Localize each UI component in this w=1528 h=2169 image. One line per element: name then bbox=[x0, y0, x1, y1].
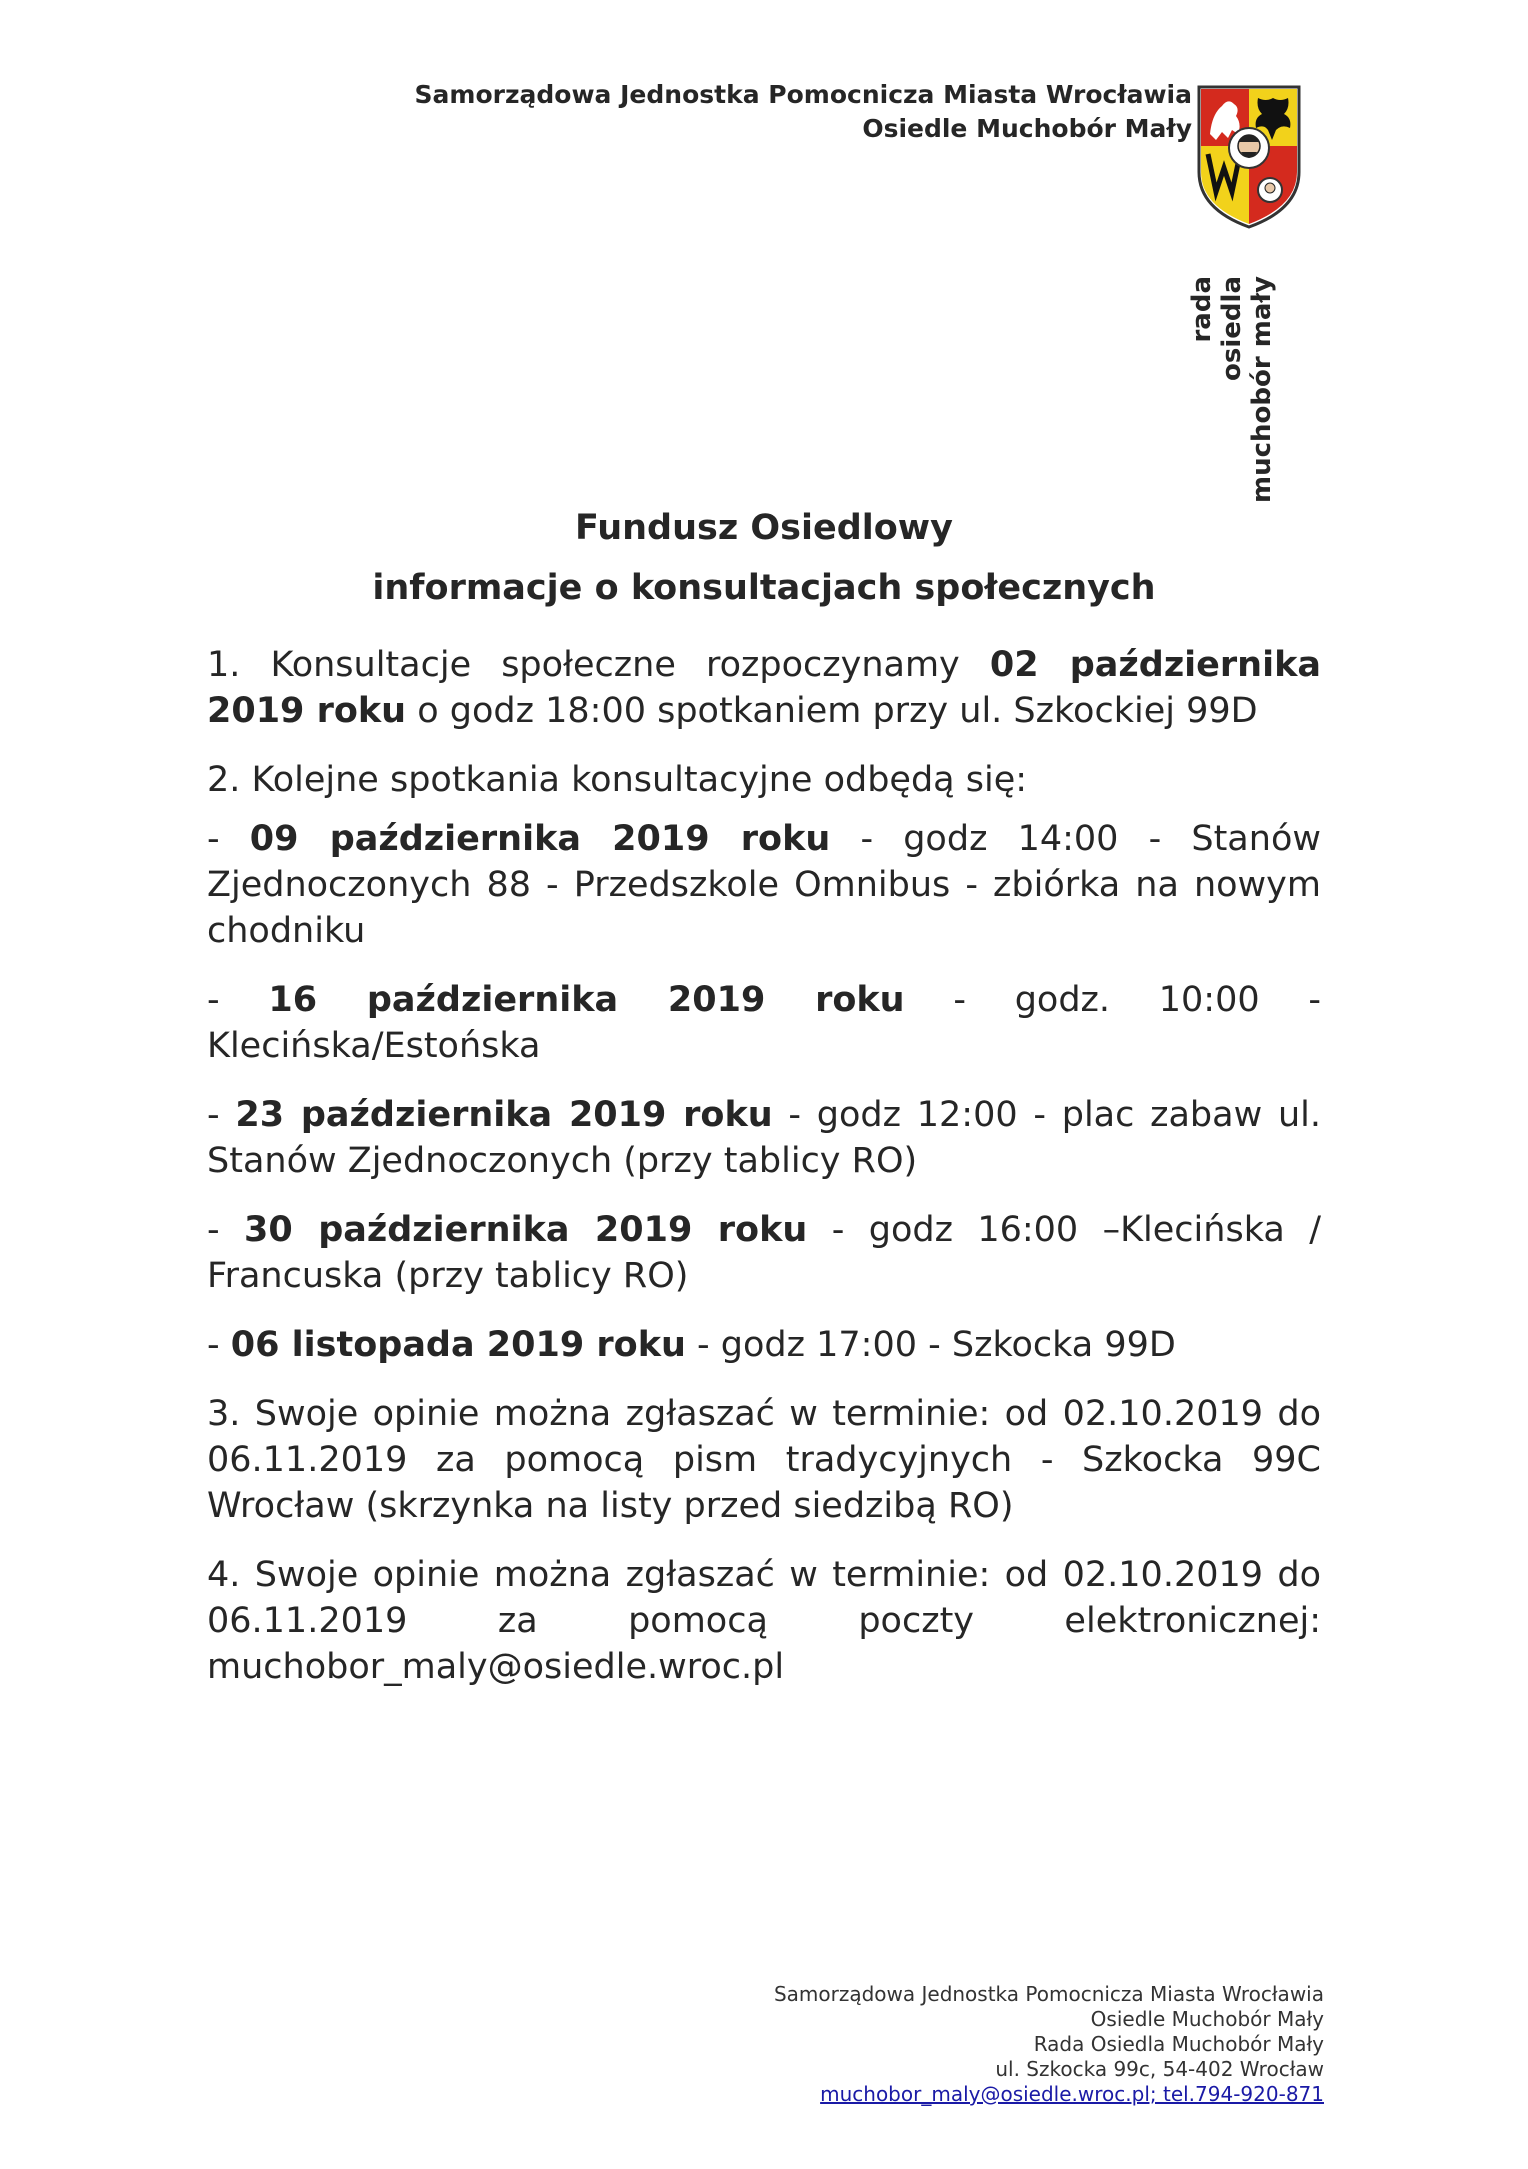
paragraph-3: 3. Swoje opinie można zgłaszać w terminie: od 02.10.2019 do 06.11.2019 za pomocą pism tradycyjnych - Szkocka 99C Wrocław (skrzynka na listy przed siedzibą RO) bbox=[207, 1394, 1321, 1526]
paragraph-1-date: 02 października 2019 roku bbox=[207, 645, 1321, 731]
meeting-5-details: - godz 17:00 - Szkocka 99D bbox=[685, 1325, 1176, 1365]
meeting-3-dash: - bbox=[207, 1095, 236, 1135]
footer-line2: Osiedle Muchobór Mały bbox=[1090, 2007, 1324, 2031]
meeting-item-3 bbox=[207, 1092, 1321, 1184]
meeting-2-date: 16 października 2019 roku bbox=[268, 980, 905, 1020]
meeting-5-date: 06 listopada 2019 roku bbox=[230, 1325, 686, 1365]
header-organization bbox=[415, 78, 1192, 146]
paragraph-2: 2. Kolejne spotkania konsultacyjne odbędą się: bbox=[207, 760, 1028, 800]
meeting-5-dash: - bbox=[207, 1325, 231, 1365]
document-body bbox=[207, 642, 1321, 1713]
side-label-line3: muchobór mały bbox=[1247, 276, 1277, 503]
meeting-2-dash: - bbox=[207, 980, 269, 1020]
meeting-4-details: - godz 16:00 –Klecińska / Francuska (przy tablicy RO) bbox=[207, 1210, 1321, 1296]
footer-contact-link[interactable]: muchobor_maly@osiedle.wroc.pl; tel.794-920-871 bbox=[820, 2082, 1324, 2106]
footer-line1: Samorządowa Jednostka Pomocnicza Miasta Wrocławia bbox=[773, 1982, 1324, 2006]
paragraph-1-text-start: 1. Konsultacje społeczne rozpoczynamy bbox=[207, 645, 990, 685]
vertical-side-label bbox=[1187, 276, 1277, 508]
side-label-line1: rada bbox=[1187, 276, 1217, 343]
meeting-3-date: 23 października 2019 roku bbox=[235, 1095, 773, 1135]
meeting-1-dash: - bbox=[207, 819, 250, 859]
meeting-1-details: - godz 14:00 - Stanów Zjednoczonych 88 - Przedszkole Omnibus - zbiórka na nowym chodniku bbox=[207, 819, 1321, 951]
meeting-4-dash: - bbox=[207, 1210, 245, 1250]
meeting-item-4 bbox=[207, 1207, 1321, 1299]
meeting-item-5 bbox=[207, 1322, 1321, 1368]
header-org-line2: Osiedle Muchobór Mały bbox=[862, 114, 1192, 143]
document-subtitle: informacje o konsultacjach społecznych bbox=[372, 568, 1156, 608]
meeting-1-date: 09 października 2019 roku bbox=[249, 819, 831, 859]
wroclaw-coat-of-arms-icon bbox=[1196, 84, 1302, 230]
meeting-3-details: - godz 12:00 - plac zabaw ul. Stanów Zjednoczonych (przy tablicy RO) bbox=[207, 1095, 1321, 1181]
meeting-4-date: 30 października 2019 roku bbox=[244, 1210, 808, 1250]
meeting-item-2 bbox=[207, 977, 1321, 1069]
document-title: Fundusz Osiedlowy bbox=[575, 508, 953, 548]
paragraph-4: 4. Swoje opinie można zgłaszać w terminie: od 02.10.2019 do 06.11.2019 za pomocą poczty elektronicznej: muchobor_maly@osiedle.wroc.pl bbox=[207, 1555, 1321, 1687]
paragraph-1-text-end: o godz 18:00 spotkaniem przy ul. Szkockiej 99D bbox=[406, 691, 1258, 731]
paragraph-1 bbox=[207, 642, 1321, 734]
meeting-2-details: - godz. 10:00 - Klecińska/Estońska bbox=[207, 980, 1321, 1066]
footer-line3: Rada Osiedla Muchobór Mały bbox=[1033, 2032, 1324, 2056]
meeting-item-1 bbox=[207, 816, 1321, 954]
footer-contact bbox=[774, 1982, 1324, 2107]
header-org-line1: Samorządowa Jednostka Pomocnicza Miasta Wrocławia bbox=[414, 80, 1192, 109]
side-label-line2: osiedla bbox=[1217, 276, 1247, 381]
footer-line4: ul. Szkocka 99c, 54-402 Wrocław bbox=[995, 2057, 1324, 2081]
